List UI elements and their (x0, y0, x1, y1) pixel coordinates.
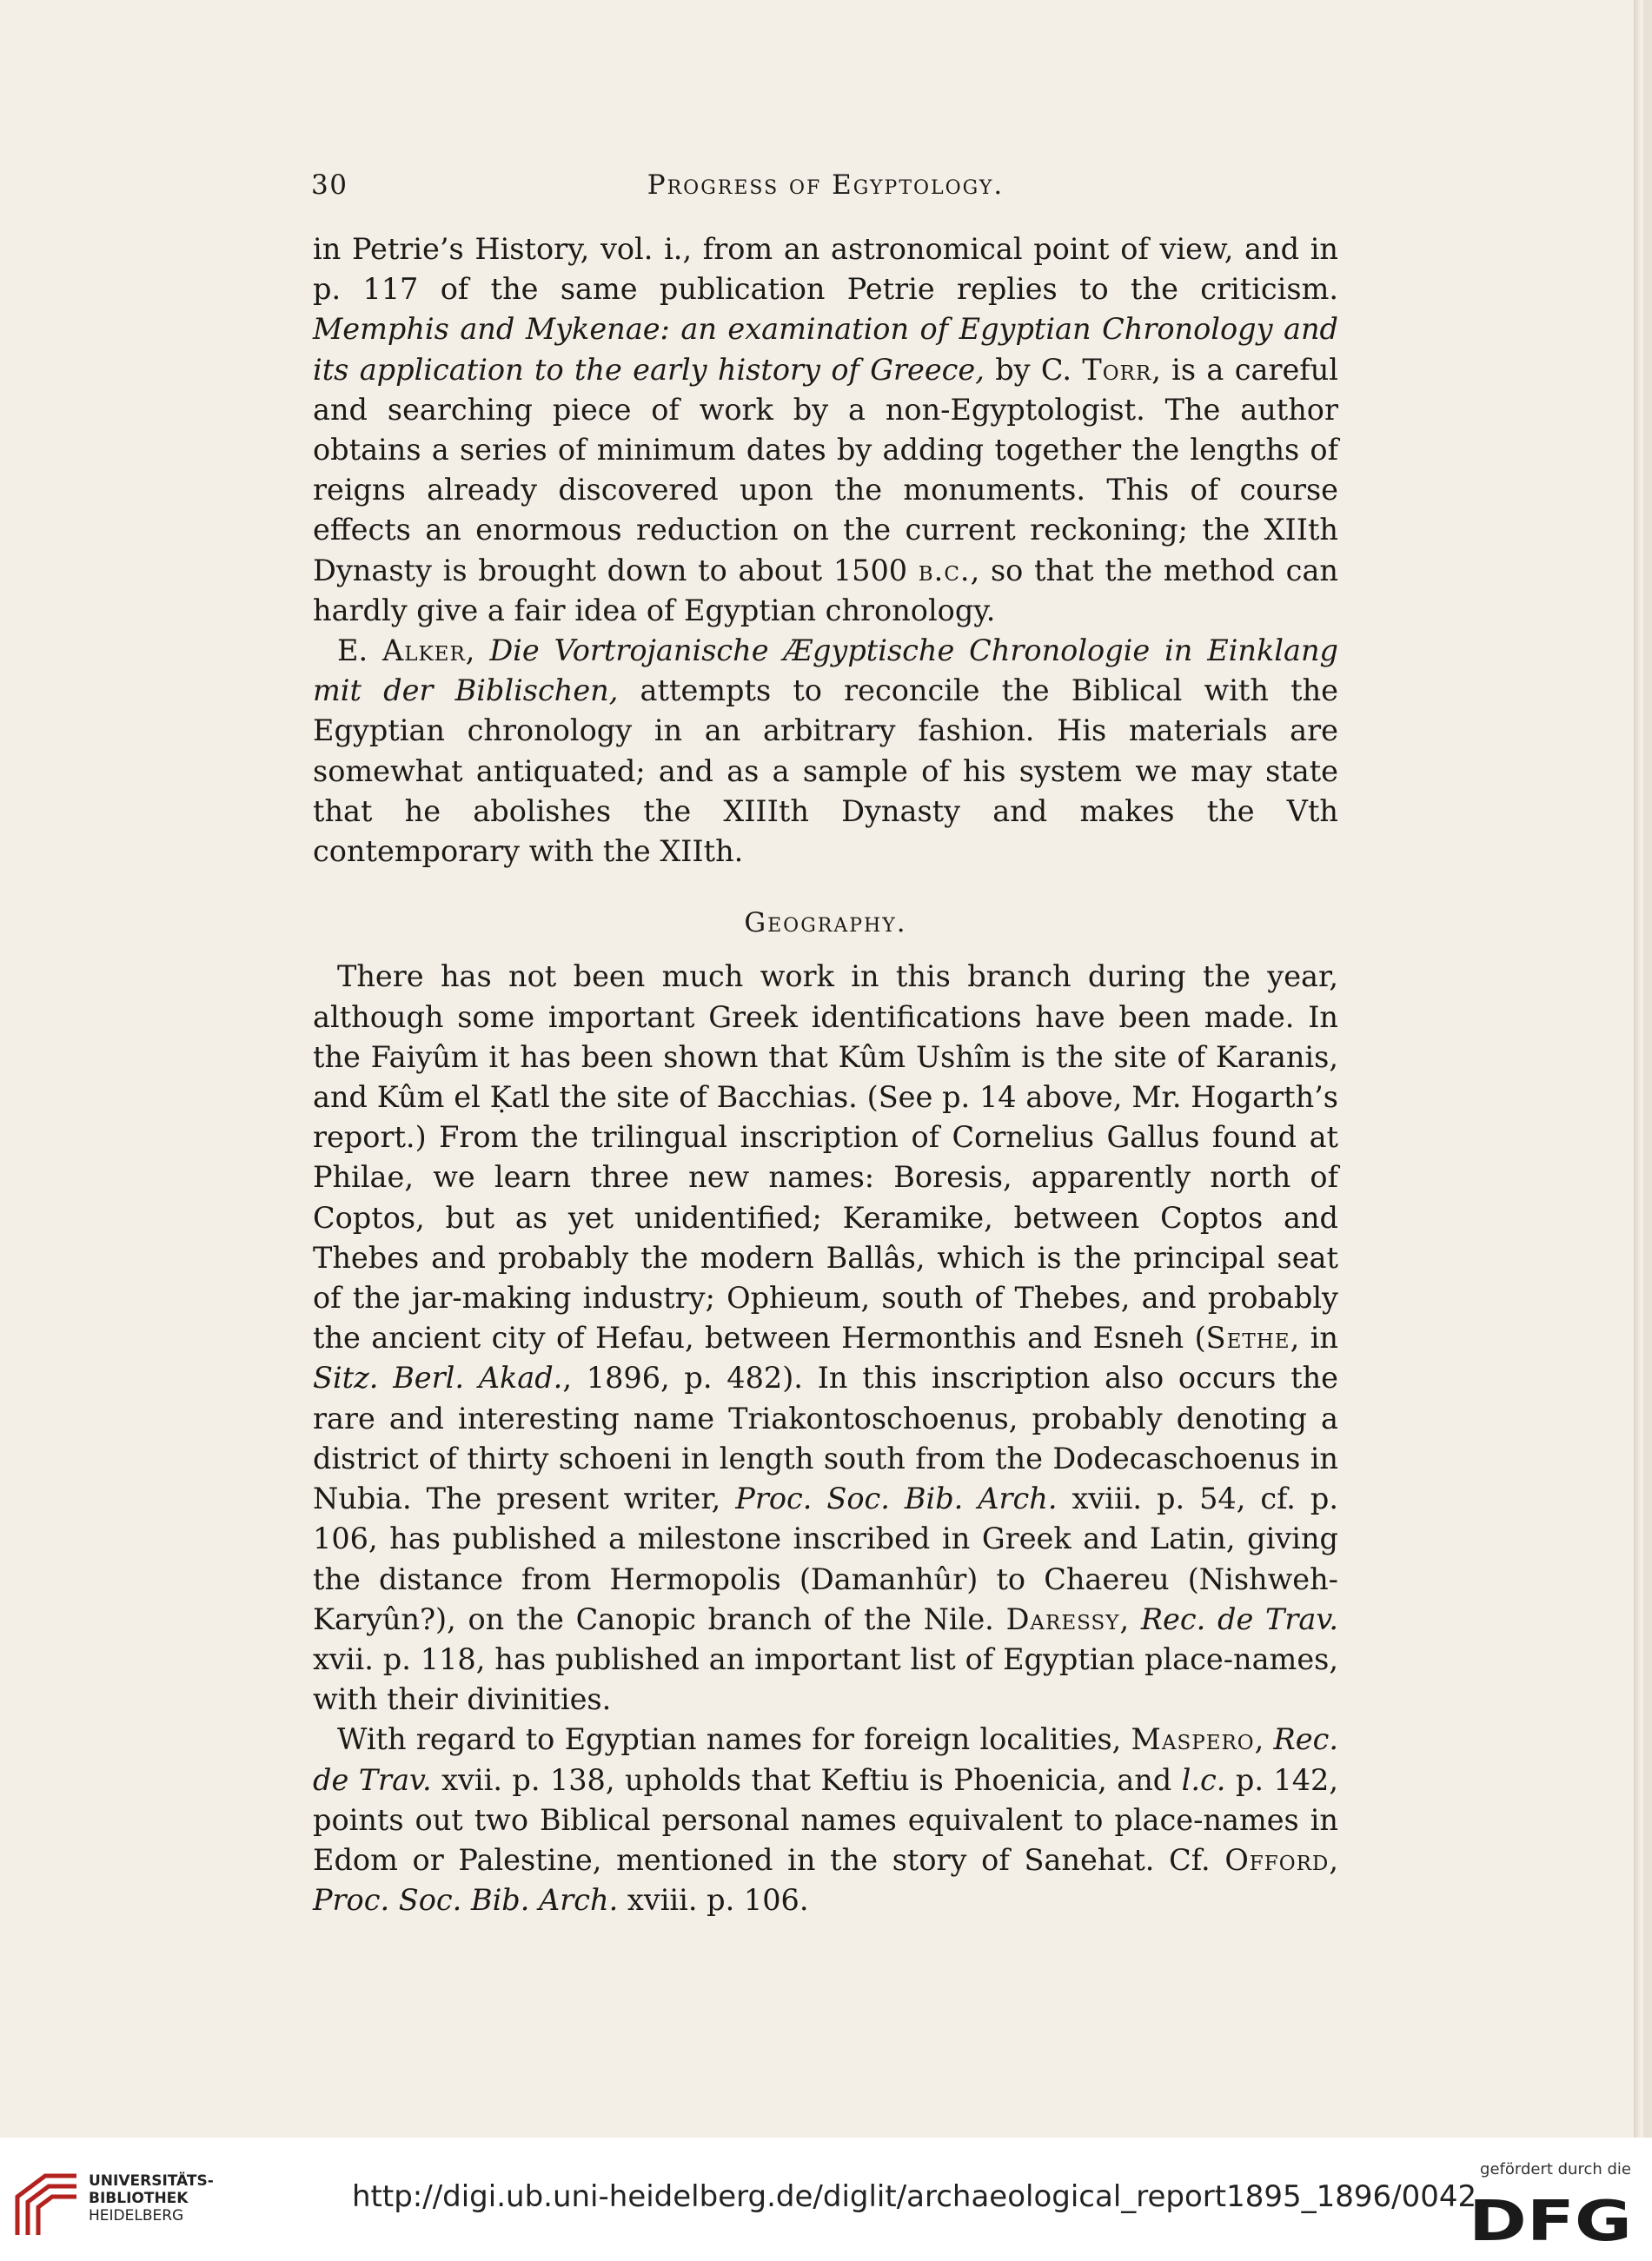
page-number: 30 (311, 169, 348, 201)
paragraph-alker: E. Alker, Die Vortrojanische Ægyptische Chronologie in Einklang mit der Biblischen, attempts to reconcile the Biblical with the Egyptian chronology in an arbitrary fashion. His materials are somewhat antiquated; and as a sample of his system we may state that he abolishes the XIIIth Dynasty and makes the Vth contemporary with the XIIth. (313, 633, 1338, 869)
running-head (313, 165, 1338, 217)
paragraph-foreign-names: With regard to Egyptian names for foreign localities, Maspero, Rec. de Trav. xvii. p. 138, upholds that Keftiu is Phoenicia, and l.c. p. 142, points out two Biblical personal names equivalent to place-names in Edom or Palestine, mentioned in the story of Sanehat. Cf. Offord, Proc. Soc. Bib. Arch. xviii. p. 106. (313, 1722, 1338, 1918)
footer-bar (0, 2138, 1652, 2261)
dfg-logo-icon (1469, 2195, 1634, 2244)
paragraph-chronology: in Petrie’s History, vol. i., from an astronomical point of view, and in p. 117 of the same publication Petrie replies to the criticism. Memphis and Mykenae: an examination of Egyptian Chronology and its application to the early history of Greece, by C. Torr, is a careful and searching piece of work by a non-Egyptologist. The author obtains a series of minimum dates by adding together the lengths of reigns already discovered upon the monuments. This of course effects an enormous reduction on the current reckoning; the XIIth Dynasty is brought down to about 1500 b.c., so that the method can hardly give a fair idea of Egyptian chronology. (313, 232, 1338, 627)
paragraph-geography: There has not been much work in this branch during the year, although some important Greek identifications have been made. In the Faiyûm it has been shown that Kûm Ushîm is the site of Karanis, and Kûm el Ḳatl the site of Bacchias. (See p. 14 above, Mr. Hogarth’s report.) From the trilingual inscription of Cornelius Gallus found at Philae, we learn three new names: Boresis, apparently north of Coptos, but as yet unidentified; Keramike, between Coptos and Thebes and probably the modern Ballâs, which is the principal seat of the jar-making industry; Ophieum, south of Thebes, and probably the ancient city of Hefau, between Hermonthis and Esneh (Sethe, in Sitz. Berl. Akad., 1896, p. 482). In this inscription also occurs the rare and interesting name Triakontoschoenus, probably denoting a district of thirty schoeni in length south from the Dodecaschoenus in Nubia. The present writer, Proc. Soc. Bib. Arch. xviii. p. 54, cf. p. 106, has published a milestone inscribed in Greek and Latin, giving the distance from Hermopolis (Damanhûr) to Chaereu (Nishweh-Karyûn?), on the Canopic branch of the Nile. Daressy, Rec. de Trav. xvii. p. 118, has published an important list of Egyptian place-names, with their divinities. (313, 959, 1338, 1717)
university-library-name: UNIVERSITÄTS- BIBLIOTHEK HEIDELBERG (89, 2172, 214, 2225)
permalink-url[interactable]: http://digi.ub.uni-heidelberg.de/diglit/archaeological_report1895_1896/0042 (352, 2179, 1477, 2214)
university-library-logo-icon (12, 2171, 82, 2240)
funded-by-label: gefördert durch die (1480, 2160, 1631, 2178)
page-body (313, 165, 1338, 1920)
section-heading-geography: Geography. (744, 907, 907, 939)
running-title: Progress of Egyptology. (647, 169, 1005, 201)
dfg-logo-text: DFG (1469, 2195, 1632, 2244)
